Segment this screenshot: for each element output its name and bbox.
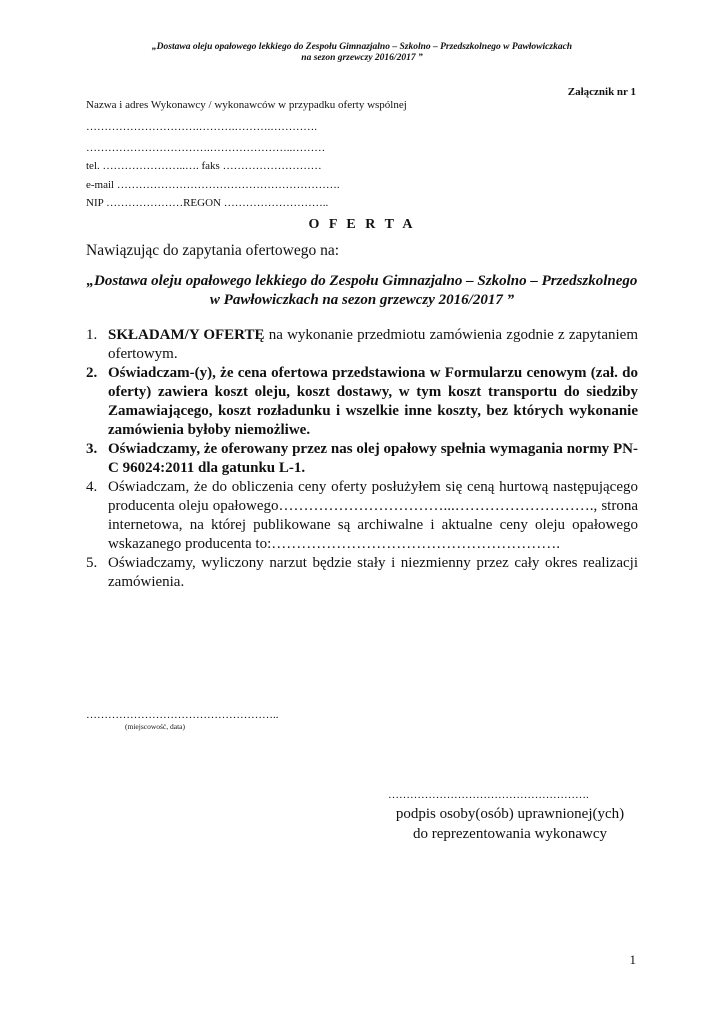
place-date-caption: (miejscowość, data) — [125, 722, 185, 731]
place-date-line: …………………………………………….. — [86, 709, 279, 721]
signature-caption-line-1: podpis osoby(osób) uprawnionej(ych) — [395, 806, 625, 822]
subject-line-2: w Pawłowiczkach na sezon grzewczy 2016/2017 ” — [209, 292, 515, 308]
header-line-2: na sezon grzewczy 2016/2017 ” — [301, 53, 423, 63]
attachment-label: Załącznik nr 1 — [567, 86, 636, 98]
tel-fax-line: tel. …………………..…. faks ……………………… — [86, 160, 322, 172]
item-number: 2. — [86, 365, 98, 381]
item-number: 1. — [86, 327, 98, 343]
item-number: 5. — [86, 555, 98, 571]
contractor-name-line-1: ………………………….……….……….…………. — [86, 121, 317, 133]
nip-regon-line: NIP …………………REGON ……………………….. — [86, 197, 329, 209]
list-item — [86, 478, 638, 554]
item-bold-text: SKŁADAM/Y OFERTĘ — [108, 327, 265, 343]
contractor-label: Nazwa i adres Wykonawcy / wykonawców w przypadku oferty wspólnej — [86, 99, 407, 111]
signature-caption-line-2: do reprezentowania wykonawcy — [412, 826, 608, 842]
list-item — [86, 554, 638, 592]
intro-text: Nawiązując do zapytania ofertowego na: — [86, 242, 340, 259]
signature-caption — [380, 804, 640, 844]
item-bold-text: Oświadczamy, że oferowany przez nas olej opałowy spełnia wymagania normy PN-C 96024:2011 dla gatunku L-1. — [108, 441, 638, 476]
subject-title — [70, 272, 654, 310]
item-number: 4. — [86, 479, 98, 495]
offer-statements-list — [86, 326, 638, 592]
email-line: e-mail ……………………………………………………. — [86, 179, 340, 191]
contractor-name-line-2: …………………………….…………………..……… — [86, 142, 326, 154]
document-header — [80, 42, 644, 64]
header-line-1: „Dostawa oleju opałowego lekkiego do Zespołu Gimnazjalno – Szkolno – Przedszkolnego w Pawłowiczkach — [151, 42, 573, 52]
list-item — [86, 326, 638, 364]
subject-line-1: „Dostawa oleju opałowego lekkiego do Zespołu Gimnazjalno – Szkolno – Przedszkolnego — [86, 273, 638, 289]
item-number: 3. — [86, 441, 98, 457]
list-item — [86, 440, 638, 478]
item-text: Oświadczam, że do obliczenia ceny oferty posłużyłem się ceną hurtową następującego producenta oleju opałowego……………………………...………………………., strona internetowa, na której publikowane są archiwalne i aktualne ceny oleju opałowego wskazanego producenta to:…………………………………………………. — [108, 479, 638, 552]
item-text: Oświadczamy, wyliczony narzut będzie stały i niezmienny przez cały okres realizacji zamówienia. — [108, 555, 638, 590]
list-item — [86, 364, 638, 440]
offer-title: O F E R T A — [308, 217, 416, 232]
item-text: na wykonanie przedmiotu zamówienia zgodnie z zapytaniem ofertowym. — [108, 327, 639, 362]
item-bold-text: Oświadczam-(y), że cena ofertowa przedstawiona w Formularzu cenowym (zał. do oferty) zawiera koszt oleju, koszt dostawy, w tym koszt transportu do siedziby Zamawiającego, koszt rozładunku i wszelkie inne koszty, bez których wykonanie zamówienia byłoby niemożliwe. — [108, 365, 638, 438]
signature-line: ………………………………………………. — [388, 789, 589, 801]
page-number: 1 — [629, 952, 636, 967]
